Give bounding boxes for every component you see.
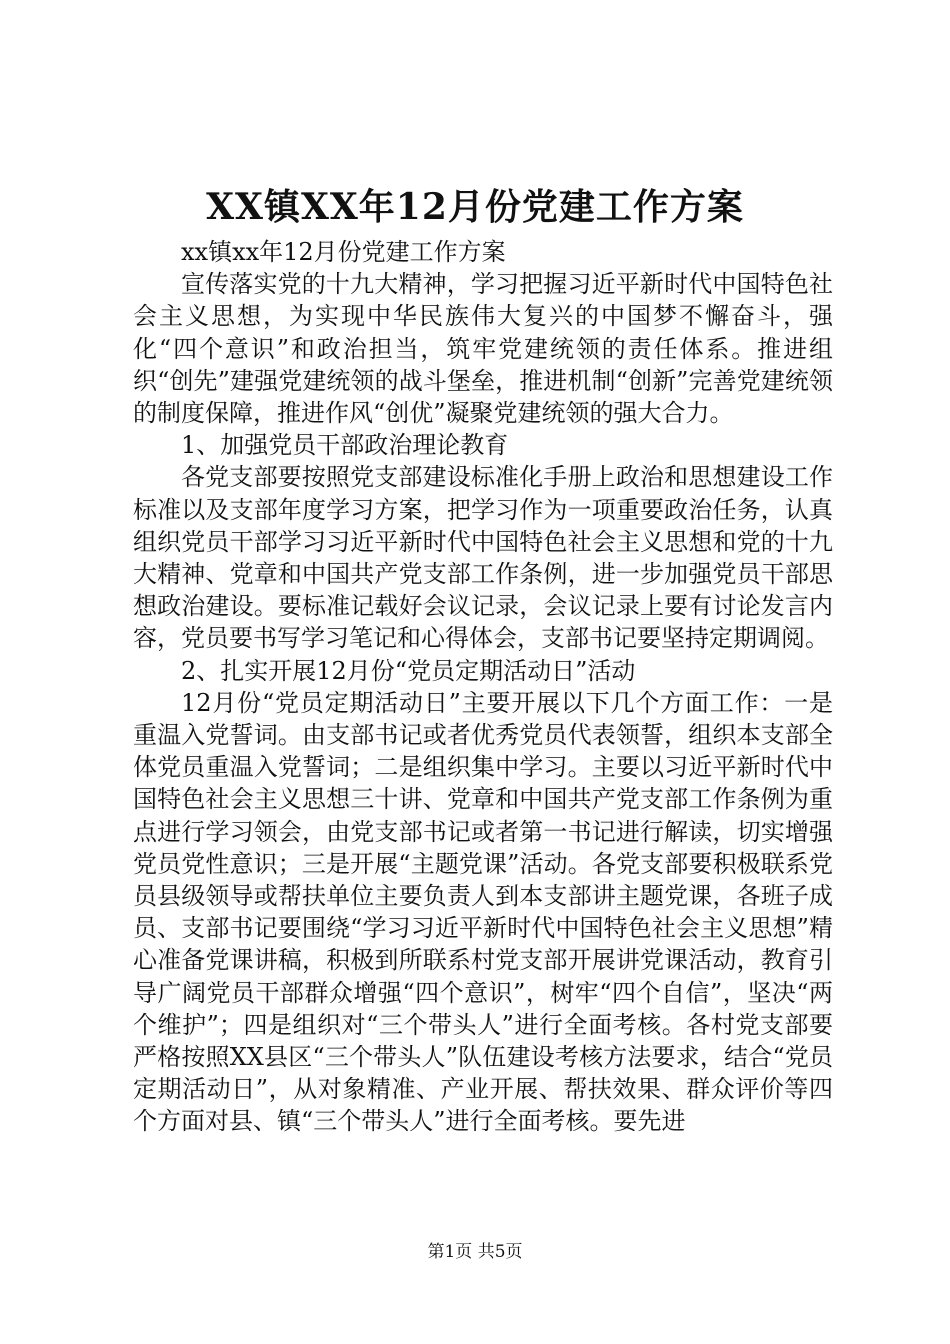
paragraph-section-1: 各党支部要按照党支部建设标准化手册上政治和思想建设工作标准以及支部年度学习方案，把学习作为一项重要政治任务，认真组织党员干部学习习近平新时代中国特色社会主义思想和党的十九大精神、党章和中国共产党支部工作条例，进一步加强党员干部思想政治建设。要标准记载好会议记录，会议记录上要有讨论发言内容，党员要书写学习笔记和心得体会，支部书记要坚持定期调阅。 — [133, 463, 833, 653]
section-heading-1: 1、加强党员干部政治理论教育 — [181, 431, 509, 460]
page-footer: 第1页 共5页 — [427, 1242, 523, 1262]
paragraph-section-2: 12月份“党员定期活动日”主要开展以下几个方面工作：一是重温入党誓词。由支部书记或者优秀党员代表领誓，组织本支部全体党员重温入党誓词；二是组织集中学习。主要以习近平新时代中国特色社会主义思想三十讲、党章和中国共产党支部工作条例为重点进行学习领会，由党支部书记或者第一书记进行解读，切实增强党员党性意识；三是开展“主题党课”活动。各党支部要积极联系党员县级领导或帮扶单位主要负责人到本支部讲主题党课，各班子成员、支部书记要围绕“学习习近平新时代中国特色社会主义思想”精心准备党课讲稿，积极到所联系村党支部开展讲党课活动，教育引导广阔党员干部群众增强“四个意识”，树牢“四个自信”，坚决“两个维护”；四是组织对“三个带头人”进行全面考核。各村党支部要严格按照XX县区“三个带头人”队伍建设考核方法要求，结合“党员定期活动日”，从对象精准、产业开展、帮扶效果、群众评价等四个方面对县、镇“三个带头人”进行全面考核。要先进 — [133, 688, 833, 1136]
section-heading-2: 2、扎实开展12月份“党员定期活动日”活动 — [181, 656, 636, 685]
document-body — [133, 236, 833, 1138]
document-subtitle: xx镇xx年12月份党建工作方案 — [181, 238, 506, 266]
paragraph-intro: 宣传落实党的十九大精神，学习把握习近平新时代中国特色社会主义思想，为实现中华民族伟大复兴的中国梦不懈奋斗，强化“四个意识”和政治担当，筑牢党建统领的责任体系。推进组织“创先”建强党建统领的战斗堡垒，推进机制“创新”完善党建统领的制度保障，推进作风“创优”凝聚党建统领的强大合力。 — [133, 270, 833, 428]
document-title: XX镇XX年12月份党建工作方案 — [206, 186, 744, 228]
